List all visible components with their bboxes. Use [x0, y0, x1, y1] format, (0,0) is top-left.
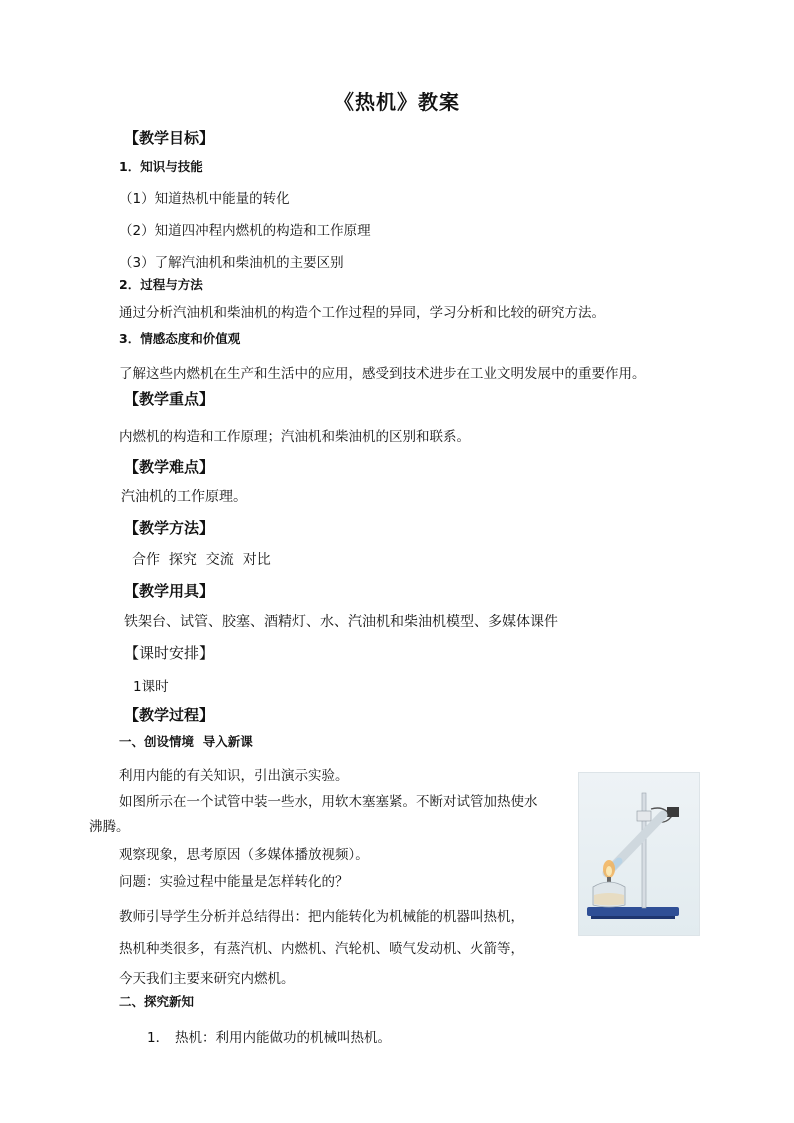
objective-item: （1）知道热机中能量的转化: [119, 191, 290, 207]
tools-text: 铁架台、试管、胶塞、酒精灯、水、汽油机和柴油机模型、多媒体课件: [124, 614, 558, 630]
process-methods-heading: 2．过程与方法: [119, 277, 203, 292]
experiment-image: [578, 772, 700, 936]
process-line: 沸腾。: [89, 819, 130, 835]
stand-rod: [642, 793, 646, 908]
stand-base-shadow: [591, 916, 675, 919]
difficult-points-heading: 【教学难点】: [124, 458, 215, 476]
process-line: 利用内能的有关知识，引出演示实验。: [119, 768, 349, 784]
flame-core: [606, 866, 612, 876]
process-line: 问题：实验过程中能量是怎样转化的？: [119, 874, 349, 890]
methods-text: 合作 探究 交流 对比: [132, 552, 271, 568]
values-text: 了解这些内燃机在生产和生活中的应用，感受到技术进步在工业文明发展中的重要作用。: [119, 366, 646, 382]
objective-item: （2）知道四冲程内燃机的构造和工作原理: [119, 223, 371, 239]
process-line: 今天我们主要来研究内燃机。: [119, 971, 295, 987]
rubber-stopper: [667, 807, 679, 817]
objective-item: （3）了解汽油机和柴油机的主要区别: [119, 255, 344, 271]
section-two-heading: 二、探究新知: [119, 994, 195, 1009]
list-number: 1．: [147, 1030, 170, 1046]
process-line: 如图所示在一个试管中装一些水，用软木塞塞紧。不断对试管加热使水: [119, 794, 538, 810]
tools-heading: 【教学用具】: [124, 582, 215, 600]
process-line: 教师引导学生分析并总结得出：把内能转化为机械能的机器叫热机，: [119, 909, 524, 925]
stand-base: [587, 907, 679, 916]
objectives-heading: 【教学目标】: [124, 129, 215, 147]
page-title: 《热机》教案: [334, 90, 460, 114]
difficult-points-text: 汽油机的工作原理。: [121, 489, 247, 505]
key-points-text: 内燃机的构造和工作原理；汽油机和柴油机的区别和联系。: [119, 429, 470, 445]
process-line: 观察现象，思考原因（多媒体播放视频）。: [119, 847, 369, 863]
lamp-fuel: [594, 893, 624, 906]
schedule-heading: 【课时安排】: [124, 644, 215, 662]
key-points-heading: 【教学重点】: [124, 390, 215, 408]
process-methods-text: 通过分析汽油机和柴油机的构造个工作过程的异同，学习分析和比较的研究方法。: [119, 305, 605, 321]
clamp: [637, 811, 651, 821]
methods-heading: 【教学方法】: [124, 519, 215, 537]
process-heading: 【教学过程】: [124, 706, 215, 724]
process-line: 热机种类很多，有蒸汽机、内燃机、汽轮机、喷气发动机、火箭等，: [119, 941, 524, 957]
section-one-heading: 一、创设情境 导入新课: [119, 734, 253, 749]
values-heading: 3．情感态度和价值观: [119, 331, 241, 346]
experiment-apparatus-illustration: [579, 773, 699, 935]
knowledge-skills-heading: 1．知识与技能: [119, 159, 203, 174]
schedule-text: 1课时: [133, 679, 169, 695]
heat-engine-definition: 热机：利用内能做功的机械叫热机。: [175, 1030, 391, 1046]
